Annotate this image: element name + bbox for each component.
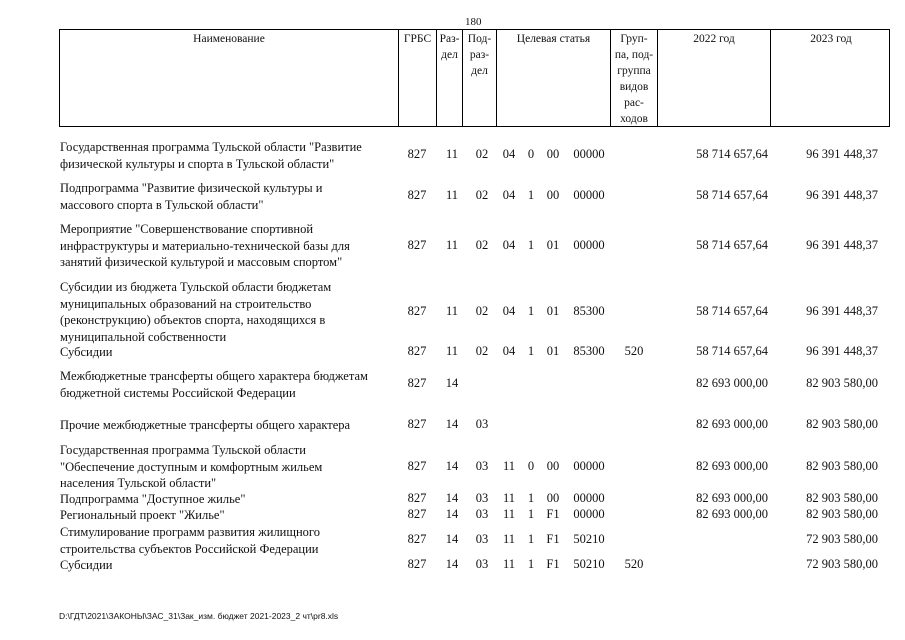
cell-t3: 00 (546, 459, 560, 473)
cell-rz: 14 (445, 557, 459, 571)
cell-vr: 520 (624, 344, 644, 358)
row-name-line: Подпрограмма "Доступное жилье" (60, 492, 246, 506)
cell-2023: 96 391 448,37 (806, 304, 878, 318)
cell-t2: 1 (527, 344, 535, 358)
cell-2023: 72 903 580,00 (806, 532, 878, 546)
header-2023: 2023 год (810, 33, 852, 45)
cell-rz: 14 (445, 417, 459, 431)
cell-t3: 01 (546, 344, 560, 358)
cell-t4: 85300 (573, 344, 605, 358)
cell-t1: 04 (502, 304, 516, 318)
cell-2022: 58 714 657,64 (696, 344, 768, 358)
cell-2023: 82 903 580,00 (806, 507, 878, 521)
cell-2022: 58 714 657,64 (696, 147, 768, 161)
row-name-line: (реконструкцию) объектов спорта, находящихся в (60, 313, 326, 327)
cell-t2: 1 (527, 557, 535, 571)
cell-rz: 11 (445, 147, 459, 161)
row-name-line: Субсидии (60, 558, 113, 572)
header-grbs: ГРБС (399, 30, 437, 126)
row-name-line: "Обеспечение доступным и комфортным жильем (60, 459, 323, 474)
cell-grbs: 827 (407, 532, 427, 546)
cell-t3: F1 (546, 557, 560, 571)
cell-pr: 03 (475, 459, 489, 473)
cell-t1: 11 (502, 532, 516, 546)
cell-2023: 72 903 580,00 (806, 557, 878, 571)
cell-rz: 14 (445, 459, 459, 473)
cell-t1: 04 (502, 147, 516, 161)
cell-2022: 82 693 000,00 (696, 459, 768, 473)
row-name-line: Подпрограмма "Развитие физической культуры и (60, 181, 323, 195)
row-name-line: Мероприятие "Совершенствование спортивной (60, 222, 314, 236)
row-name-line: муниципальных образований на строительство (60, 296, 312, 311)
row-name (60, 417, 390, 434)
cell-t1: 04 (502, 344, 516, 358)
cell-2023: 96 391 448,37 (806, 188, 878, 202)
row-name-line: Стимулирование программ развития жилищного (60, 525, 320, 539)
cell-pr: 03 (475, 417, 489, 431)
row-name-line: Региональный проект "Жилье" (60, 508, 225, 522)
cell-pr: 03 (475, 557, 489, 571)
file-path-footer: D:\ГДТ\2021\ЗАКОНЫ\ЗАС_31\Зак_изм. бюджет 2021-2023_2 чт\pr8.xls (59, 611, 339, 621)
cell-t2: 1 (527, 304, 535, 318)
cell-rz: 11 (445, 238, 459, 252)
cell-t3: 01 (546, 238, 560, 252)
cell-2023: 96 391 448,37 (806, 238, 878, 252)
cell-t3: F1 (546, 532, 560, 546)
cell-2022: 82 693 000,00 (696, 491, 768, 505)
row-name (60, 279, 390, 345)
cell-t4: 00000 (573, 238, 605, 252)
cell-2023: 82 903 580,00 (806, 459, 878, 473)
header-razdel: Раз- дел (437, 30, 463, 126)
row-name-line: физической культуры и спорта в Тульской области" (60, 156, 335, 171)
cell-grbs: 827 (407, 188, 427, 202)
cell-2022: 82 693 000,00 (696, 507, 768, 521)
cell-t2: 0 (527, 459, 535, 473)
cell-grbs: 827 (407, 507, 427, 521)
row-name (60, 344, 390, 361)
cell-t2: 1 (527, 532, 535, 546)
page-number: 180 (465, 16, 482, 28)
row-name-line: Субсидии (60, 345, 113, 359)
row-name (60, 491, 390, 508)
cell-rz: 11 (445, 188, 459, 202)
cell-t1: 11 (502, 557, 516, 571)
row-name (60, 221, 390, 271)
cell-grbs: 827 (407, 417, 427, 431)
cell-t4: 00000 (573, 459, 605, 473)
cell-rz: 14 (445, 532, 459, 546)
row-name-line: бюджетной системы Российской Федерации (60, 385, 296, 400)
header-group: Груп- па, под- группа видов рас- ходов (611, 30, 658, 126)
header-podrazdel: Под- раз- дел (463, 30, 497, 126)
cell-grbs: 827 (407, 491, 427, 505)
cell-t4: 50210 (573, 532, 605, 546)
row-name (60, 442, 390, 492)
cell-vr: 520 (624, 557, 644, 571)
cell-pr: 02 (475, 238, 489, 252)
cell-t4: 00000 (573, 188, 605, 202)
cell-2023: 82 903 580,00 (806, 491, 878, 505)
cell-t1: 11 (502, 507, 516, 521)
cell-grbs: 827 (407, 238, 427, 252)
cell-t2: 1 (527, 238, 535, 252)
cell-t1: 11 (502, 459, 516, 473)
cell-grbs: 827 (407, 344, 427, 358)
cell-2022: 58 714 657,64 (696, 188, 768, 202)
cell-t4: 85300 (573, 304, 605, 318)
cell-t4: 50210 (573, 557, 605, 571)
cell-t3: 01 (546, 304, 560, 318)
cell-pr: 03 (475, 532, 489, 546)
cell-2023: 82 903 580,00 (806, 376, 878, 390)
cell-rz: 11 (445, 344, 459, 358)
cell-t3: 00 (546, 147, 560, 161)
row-name (60, 180, 390, 213)
row-name-line: массового спорта в Тульской области" (60, 197, 264, 212)
cell-t3: F1 (546, 507, 560, 521)
cell-t3: 00 (546, 188, 560, 202)
cell-grbs: 827 (407, 304, 427, 318)
cell-2022: 82 693 000,00 (696, 376, 768, 390)
cell-t2: 1 (527, 491, 535, 505)
cell-pr: 02 (475, 304, 489, 318)
cell-pr: 03 (475, 507, 489, 521)
cell-2023: 82 903 580,00 (806, 417, 878, 431)
cell-t4: 00000 (573, 491, 605, 505)
cell-t1: 04 (502, 188, 516, 202)
header-2022: 2022 год (658, 30, 771, 126)
cell-grbs: 827 (407, 557, 427, 571)
row-name-line: Межбюджетные трансферты общего характера бюджетам (60, 369, 368, 383)
cell-t4: 00000 (573, 507, 605, 521)
row-name (60, 557, 390, 574)
cell-t3: 00 (546, 491, 560, 505)
cell-pr: 02 (475, 147, 489, 161)
cell-t1: 11 (502, 491, 516, 505)
cell-grbs: 827 (407, 147, 427, 161)
cell-rz: 11 (445, 304, 459, 318)
header-target: Целевая статья (497, 30, 611, 126)
row-name (60, 368, 390, 401)
row-name-line: муниципальной собственности (60, 329, 227, 344)
header-name: Наименование (60, 30, 399, 126)
row-name-line: инфраструктуры и материально-технической базы для (60, 238, 350, 253)
row-name-line: занятий физической культурой и массовым спортом" (60, 255, 343, 269)
row-name-line: населения Тульской области" (60, 476, 217, 490)
cell-t2: 0 (527, 147, 535, 161)
cell-2022: 58 714 657,64 (696, 304, 768, 318)
row-name-line: Прочие межбюджетные трансферты общего характера (60, 418, 351, 432)
row-name-line: Субсидии из бюджета Тульской области бюджетам (60, 280, 332, 294)
cell-t2: 1 (527, 188, 535, 202)
cell-grbs: 827 (407, 459, 427, 473)
cell-pr: 02 (475, 188, 489, 202)
row-name (60, 139, 390, 172)
row-name (60, 524, 390, 557)
cell-rz: 14 (445, 376, 459, 390)
row-name (60, 507, 390, 524)
cell-t1: 04 (502, 238, 516, 252)
table-header (59, 29, 890, 127)
cell-pr: 02 (475, 344, 489, 358)
cell-2022: 82 693 000,00 (696, 417, 768, 431)
row-name-line: Государственная программа Тульской области "Развитие (60, 140, 362, 154)
row-name-line: Государственная программа Тульской области (60, 443, 306, 457)
cell-t4: 00000 (573, 147, 605, 161)
cell-2023: 96 391 448,37 (806, 344, 878, 358)
row-name-line: строительства субъектов Российской Федерации (60, 541, 319, 556)
cell-2022: 58 714 657,64 (696, 238, 768, 252)
cell-t2: 1 (527, 507, 535, 521)
cell-rz: 14 (445, 491, 459, 505)
cell-2023: 96 391 448,37 (806, 147, 878, 161)
cell-pr: 03 (475, 491, 489, 505)
cell-grbs: 827 (407, 376, 427, 390)
cell-rz: 14 (445, 507, 459, 521)
